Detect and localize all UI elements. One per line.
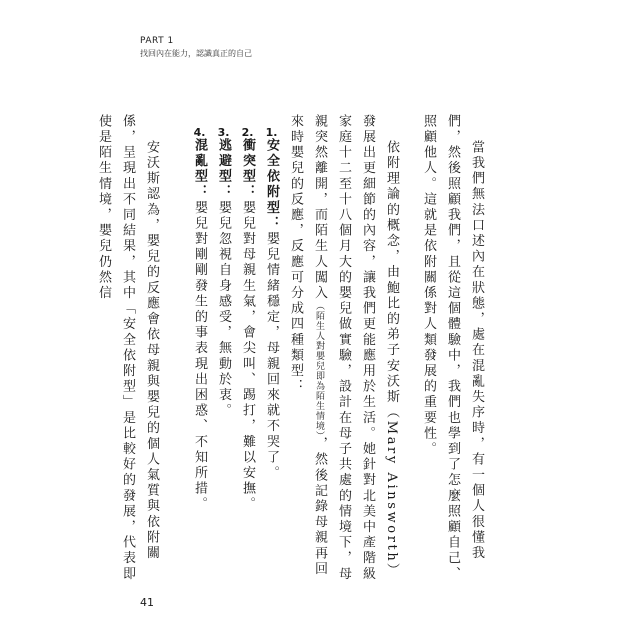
page-number: 41 <box>140 596 154 609</box>
list-description: 嬰兒對剛剛發生的事表現出困惑、不知所措。 <box>192 200 207 513</box>
vertical-body-text <box>96 114 488 584</box>
list-term: 衝突型： <box>240 138 255 201</box>
list-item <box>235 114 259 584</box>
paragraph-ainsworth-main: 依附理論的概念，由鮑比的弟子安沃斯（Mary Ainsworth）發展出更細節的內容，讓我們更能應用於生活。她針對北美中產階級家庭十二至十八個月大的嬰兒做實驗，設計在母子共處的情境下，母親突然離開，而陌生人闖入 <box>312 114 399 582</box>
list-term: 混亂型： <box>192 138 207 201</box>
list-description: 嬰兒忽視自身感受，無動於衷。 <box>216 200 231 419</box>
paragraph-intro: 當我們無法口述內在狀態，處在混亂失序時，有一個人很懂我們，然後照顧我們，且從這個體驗中，我們也學到了怎麼照顧自己、照顧他人。這就是依附關係對人類發展的重要性。 <box>421 114 484 582</box>
paragraph-conclusion: 安沃斯認為，嬰兒的反應會依母親與嬰兒的個人氣質與依附關係，呈現出不同結果，其中「安全依附型」是比較好的發展，代表即使是陌生情境，嬰兒仍然信 <box>96 114 159 582</box>
list-item <box>187 114 211 584</box>
inline-note: （陌生人對嬰兒即為陌生情境） <box>314 301 324 437</box>
list-item <box>259 114 283 584</box>
list-number: 3. <box>217 127 230 138</box>
list-term: 安全依附型： <box>264 138 279 232</box>
list-term: 逃避型： <box>216 138 231 201</box>
paragraph-ainsworth-tail: ，然後記錄母親再回來時嬰兒的反應，反應可分成四種類型： <box>288 114 327 578</box>
list-number: 1. <box>265 127 278 138</box>
part-label: PART 1 <box>140 36 174 46</box>
list-item <box>211 114 235 584</box>
running-header <box>140 36 252 59</box>
paragraph-ainsworth <box>283 114 403 584</box>
list-description: 嬰兒情緒穩定，母親回來就不哭了。 <box>264 231 279 482</box>
list-number: 4. <box>193 127 206 138</box>
list-number: 2. <box>241 127 254 138</box>
list-description: 嬰兒對母親生氣，會尖叫、踢打，難以安撫。 <box>240 200 255 513</box>
chapter-title: 找回內在能力，認識真正的自己 <box>140 49 252 58</box>
